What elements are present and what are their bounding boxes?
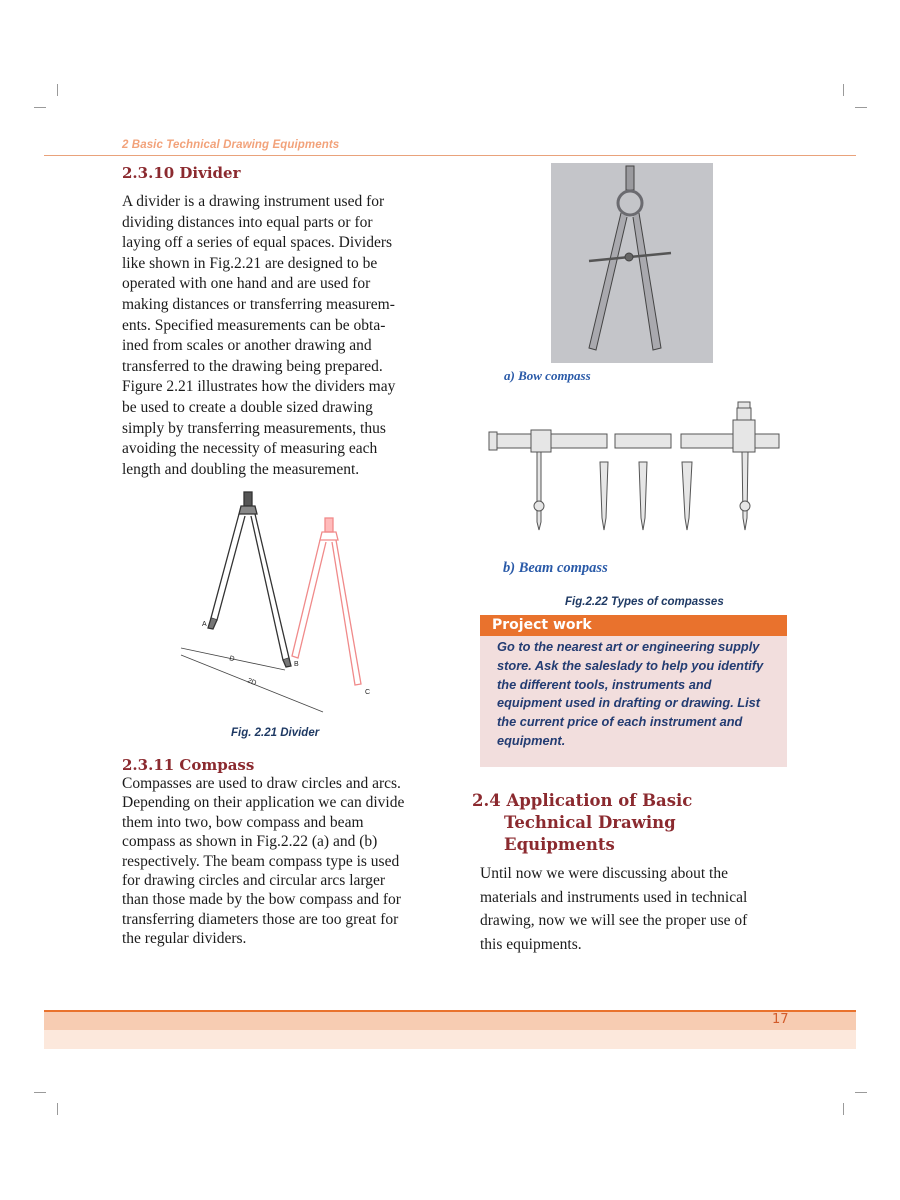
text-line: like shown in Fig.2.21 are designed to be — [122, 254, 378, 272]
label-d: D — [228, 655, 236, 664]
fig-2-21-caption: Fig. 2.21 Divider — [231, 727, 320, 739]
bow-compass-photo — [551, 163, 713, 363]
text-line: the current price of each instrument and — [497, 714, 743, 730]
project-work-title: Project work — [492, 617, 592, 633]
text-line: Compasses are used to draw circles and arcs. — [122, 775, 401, 792]
section-heading-application — [472, 790, 692, 856]
text-line: Depending on their application we can divide — [122, 794, 405, 812]
text-line: operated with one hand and are used for — [122, 275, 371, 293]
crop-mark-bl-h — [34, 1092, 46, 1093]
text-line: the regular dividers. — [122, 930, 247, 948]
text-line: the different tools, instruments and — [497, 676, 712, 692]
label-a: A — [202, 621, 207, 628]
text-line: for drawing circles and circular arcs larger — [122, 872, 386, 890]
crop-mark-br-h — [855, 1092, 867, 1093]
text-line: transferred to the drawing being prepared. — [122, 357, 383, 375]
text-line: equipment used in drafting or drawing. List — [497, 695, 761, 711]
text-line: Figure 2.21 illustrates how the dividers may — [122, 378, 396, 396]
text-line: them into two, bow compass and beam — [122, 813, 364, 831]
running-head: 2 Basic Technical Drawing Equipments — [122, 139, 340, 151]
text-line: ined from scales or another drawing and — [122, 337, 372, 355]
header-rule — [44, 155, 856, 156]
text-line: respectively. The beam compass type is used — [122, 852, 400, 870]
crop-mark-br-v — [843, 1103, 844, 1115]
heading-line: 2.4 Application of Basic — [472, 791, 693, 810]
label-2d: 2D — [246, 677, 258, 688]
label-b: B — [294, 661, 299, 668]
divider-illustration — [175, 488, 375, 713]
compass-paragraph — [122, 774, 430, 949]
text-line: length and doubling the measurement. — [122, 460, 360, 478]
text-line: this equipments. — [480, 935, 582, 953]
crop-mark-tr-h — [855, 107, 867, 108]
text-line: store. Ask the saleslady to help you identify — [497, 657, 764, 673]
fig-2-22-caption: Fig.2.22 Types of compasses — [565, 596, 724, 608]
divider-paragraph — [122, 192, 430, 480]
label-c: C — [365, 689, 371, 696]
text-line: making distances or transferring measurem- — [122, 295, 395, 313]
crop-mark-tl-v — [57, 84, 58, 96]
text-line: Until now we were discussing about the — [480, 865, 728, 882]
heading-line: Equipments — [504, 835, 615, 854]
text-line: materials and instruments used in technical — [480, 888, 748, 906]
project-work-box — [480, 615, 787, 767]
crop-mark-tl-h — [34, 107, 46, 108]
page-number: 17 — [772, 1012, 789, 1027]
beam-compass-illustration — [485, 396, 785, 541]
beam-compass-caption: b) Beam compass — [503, 560, 608, 576]
text-line: A divider is a drawing instrument used for — [122, 193, 385, 210]
footer-band-light — [44, 1030, 856, 1049]
crop-mark-bl-v — [57, 1103, 58, 1115]
text-line: drawing, now we will see the proper use of — [480, 912, 748, 929]
text-line: dividing distances into equal parts or for — [122, 213, 373, 231]
text-line: compass as shown in Fig.2.22 (a) and (b) — [122, 833, 378, 851]
section-heading-compass: 2.3.11 Compass — [122, 756, 255, 774]
project-work-text — [497, 638, 784, 751]
section-heading-divider: 2.3.10 Divider — [122, 164, 241, 182]
application-paragraph — [480, 862, 784, 956]
text-line: equipment. — [497, 732, 566, 748]
text-line: laying off a series of equal spaces. Dividers — [122, 234, 393, 252]
text-line: avoiding the necessity of measuring each — [122, 440, 378, 458]
heading-line: Technical Drawing — [504, 813, 676, 832]
crop-mark-tr-v — [843, 84, 844, 96]
text-line: Go to the nearest art or engineering supply — [497, 639, 760, 654]
footer-band — [44, 1012, 856, 1030]
text-line: ents. Specified measurements can be obta- — [122, 316, 386, 334]
text-line: be used to create a double sized drawing — [122, 398, 373, 416]
text-line: simply by transferring measurements, thus — [122, 419, 386, 437]
text-line: than those made by the bow compass and for — [122, 891, 401, 909]
text-line: transferring diameters those are too great for — [122, 910, 399, 928]
bow-compass-caption: a) Bow compass — [504, 368, 591, 383]
